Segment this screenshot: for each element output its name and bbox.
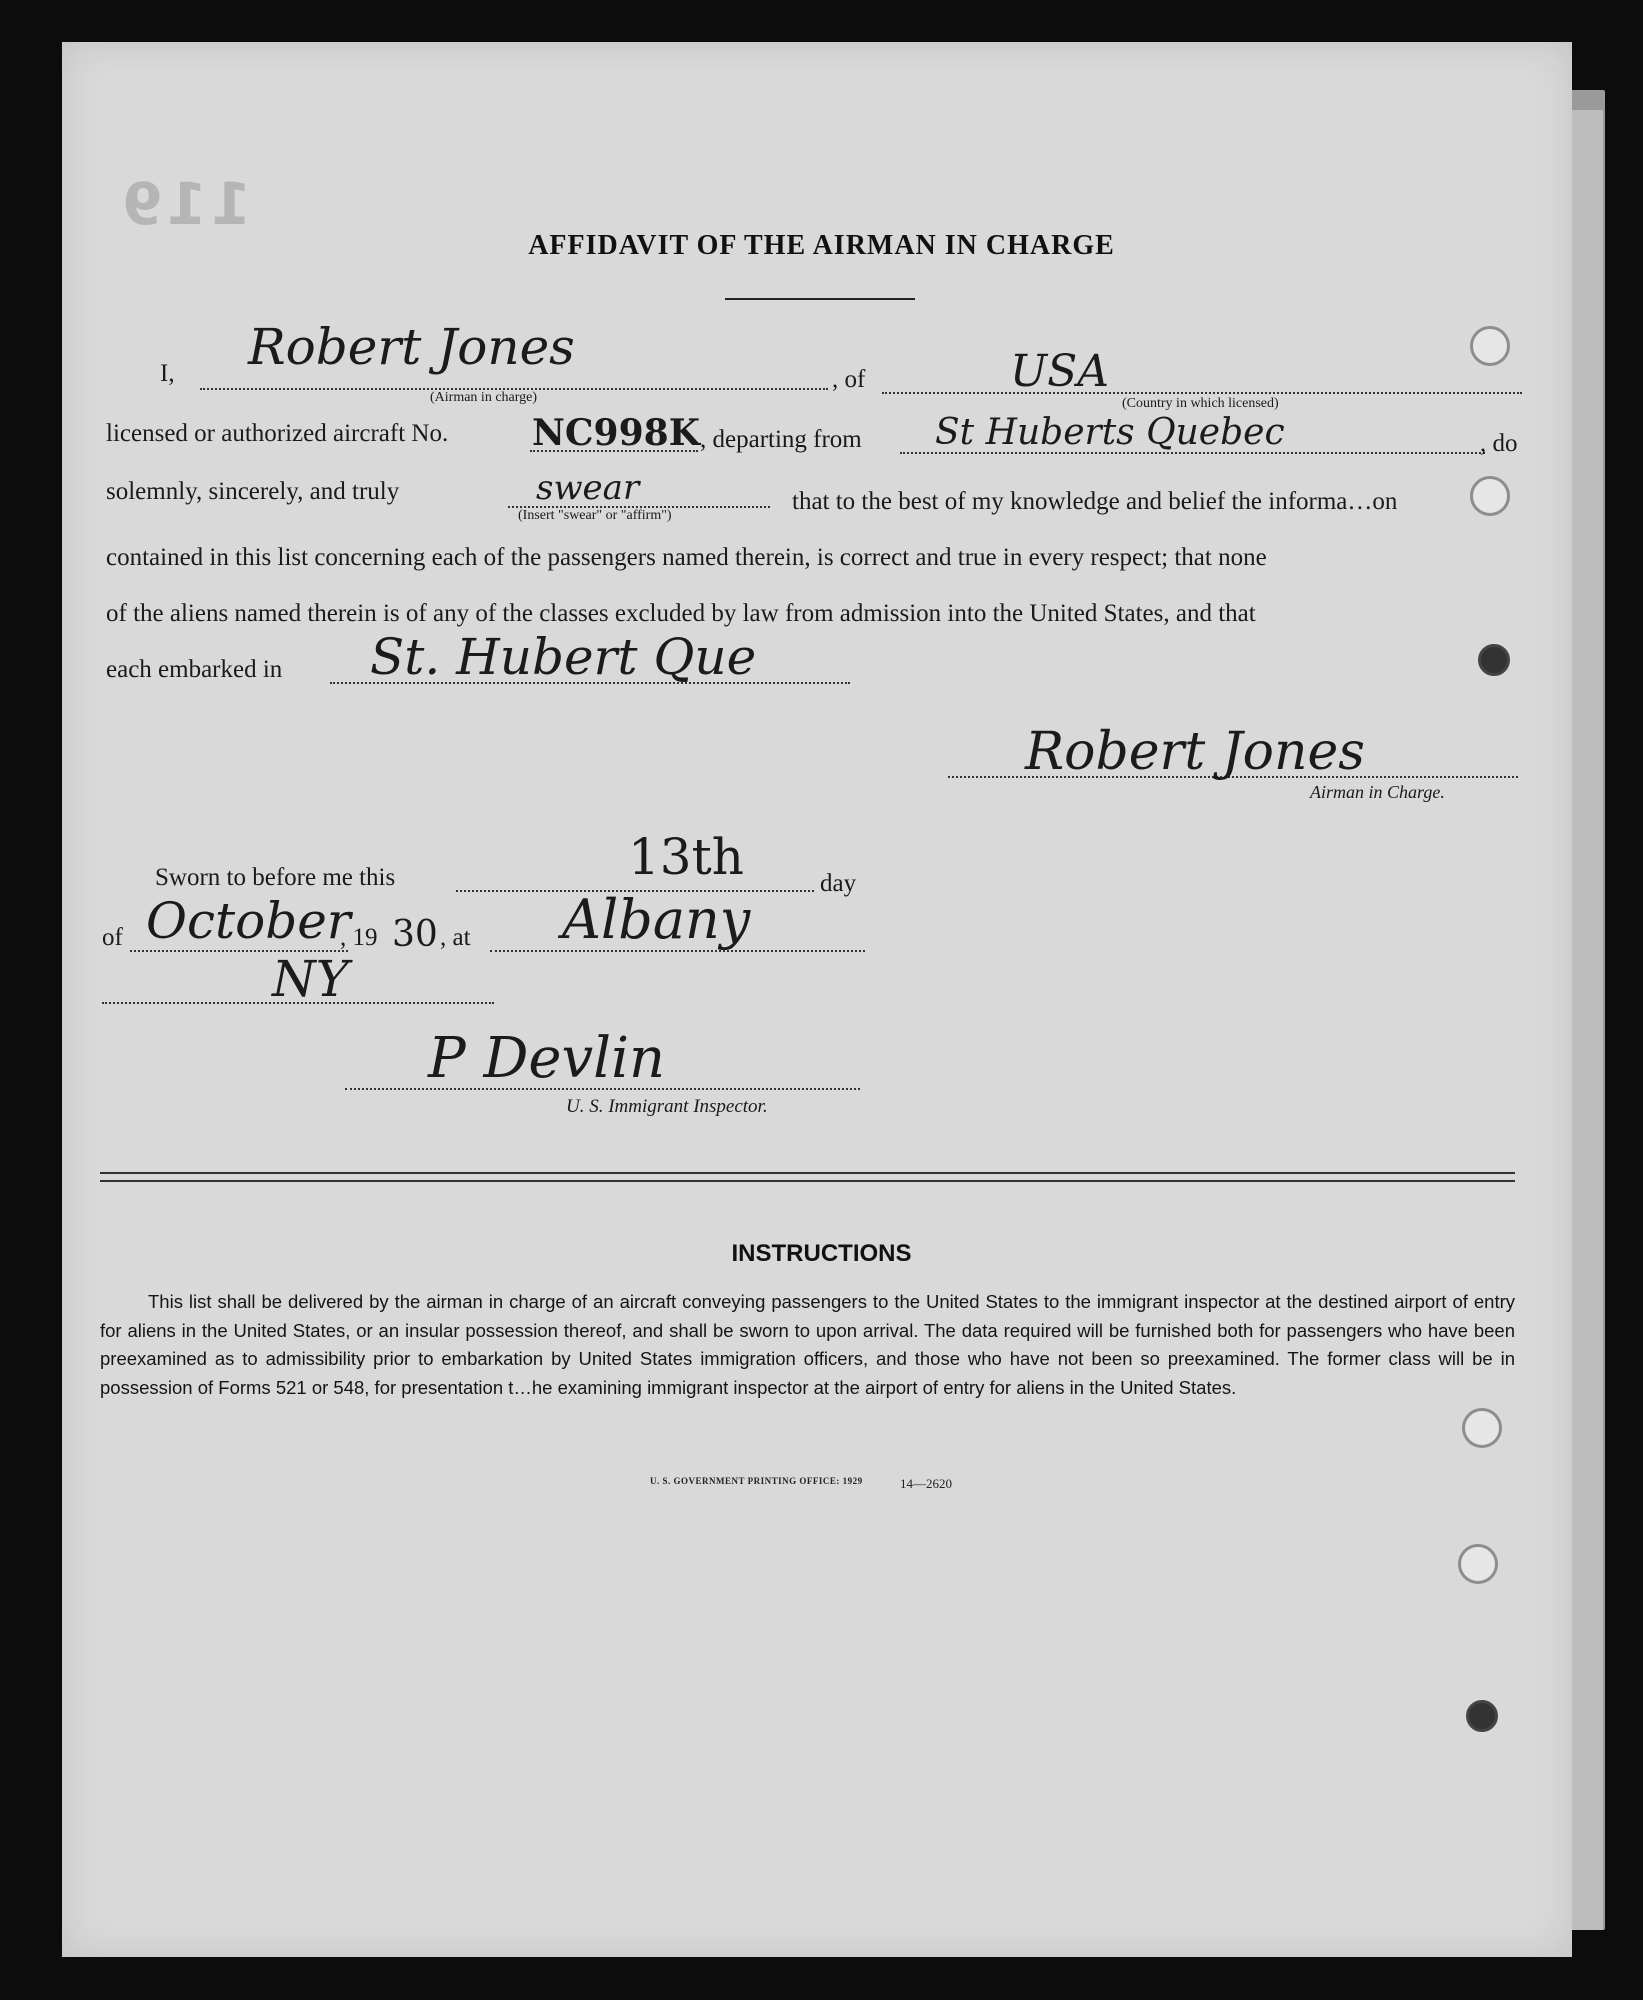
month-of-label: of [102,924,123,951]
swear-caption: (Insert "swear" or "affirm") [518,508,672,523]
stamp-number: 119 [118,170,252,238]
statement-line-4: contained in this list concerning each of the passengers named therein, is correct and true in every respect; that none [106,544,1267,571]
punch-hole [1470,476,1510,516]
embarked-handwritten: St. Hubert Que [370,628,757,686]
departure-handwritten: St Huberts Quebec [935,412,1285,453]
month-handwritten: October [146,892,351,950]
inspector-signature: P Devlin [428,1026,666,1091]
country-line [882,392,1522,394]
punch-hole [1478,644,1510,676]
title-underline [725,298,915,300]
instructions-heading: INSTRUCTIONS [731,1240,912,1267]
punch-hole [1470,326,1510,366]
i-label: I, [160,360,175,387]
year-handwritten: 30 [392,914,438,955]
solemnly-label: solemnly, sincerely, and truly [106,478,400,505]
statement-line-5: of the aliens named therein is of any of the classes excluded by law from admission into the United States, and that [106,600,1256,627]
instructions-body [100,1288,1515,1402]
document-title: AFFIDAVIT OF THE AIRMAN IN CHARGE [528,230,1115,261]
punch-hole [1462,1408,1502,1448]
form-number: 14—2620 [900,1476,952,1491]
airman-signature: Robert Jones [1025,722,1365,782]
at-label: , at [440,924,471,951]
section-divider-bottom [100,1180,1515,1182]
country-handwritten: USA [1010,346,1109,397]
inspector-caption: U. S. Immigrant Inspector. [566,1096,768,1117]
do-label: , do [1480,430,1518,457]
day-handwritten: 13th [628,828,744,886]
instructions-text: This list shall be delivered by the airman in charge of an aircraft conveying passengers to the United States to the immigrant inspector at the destined airport of entry for aliens in the United States, or an insular possession thereof, and shall be sworn to upon arrival. The data required will be furnished both for passengers who have been preexamined as to admissibility prior to embarkation by United States immigration officers, and those who have not been so preexamined. The former class will be in possession of Forms 521 or 548, for presentation t…he examining immigrant inspector at the airport of entry for aliens in the United States. [100,1291,1515,1398]
punch-hole [1466,1700,1498,1732]
swear-handwritten: swear [536,468,640,508]
printer-imprint: U. S. GOVERNMENT PRINTING OFFICE: 1929 [650,1476,863,1486]
knowledge-text: that to the best of my knowledge and belief the informa…on [792,488,1398,515]
place-handwritten: Albany [562,888,751,951]
day-label: day [820,870,857,897]
airman-caption: (Airman in charge) [430,390,538,405]
departing-label: , departing from [700,426,862,453]
airman-name-handwritten: Robert Jones [248,318,575,376]
embarked-label: each embarked in [106,656,283,683]
airman-signature-caption: Airman in Charge. [1310,782,1445,802]
section-divider-top [100,1172,1515,1174]
aircraft-label: licensed or authorized aircraft No. [106,420,449,447]
sworn-label: Sworn to before me this [155,864,396,891]
year-prefix: , 19 [340,924,378,951]
of-label: , of [832,366,866,393]
country-caption: (Country in which licensed) [1122,396,1279,411]
aircraft-no-handwritten: NC998K [532,412,700,454]
punch-hole [1458,1544,1498,1584]
place-line2-handwritten: NY [272,950,349,1008]
